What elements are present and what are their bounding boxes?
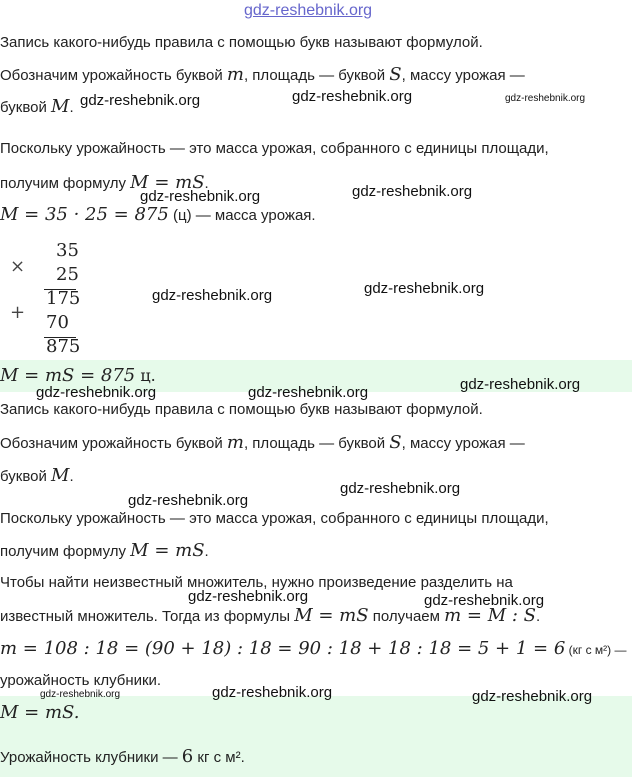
- paragraph-unknown-factor: Чтобы найти неизвестный множитель, нужно произведение разделить на: [0, 574, 513, 591]
- watermark: gdz-reshebnik.org: [188, 588, 309, 605]
- partial-product-1: 175: [46, 288, 81, 309]
- calculation-expression: M = 35 · 25 = 875: [0, 204, 169, 225]
- text-segment: кг с м².: [193, 749, 245, 766]
- text-segment: .: [204, 175, 209, 192]
- variable-M: M: [51, 96, 70, 117]
- paragraph-notation-2: [0, 432, 525, 453]
- text-segment: , площадь — буквой: [243, 67, 390, 84]
- variable-m: m: [226, 64, 244, 85]
- formula: M = mS: [130, 540, 205, 561]
- text-segment: .: [69, 468, 74, 485]
- answer-line-2: [0, 702, 79, 723]
- text-segment: получаем: [368, 608, 445, 625]
- text-segment: , массу урожая —: [401, 435, 525, 452]
- text-segment: буквой: [0, 99, 52, 116]
- text-segment: известный множитель. Тогда из формулы: [0, 608, 295, 625]
- multiplier: 25: [56, 264, 79, 285]
- text-segment: Обозначим урожайность буквой: [0, 435, 227, 452]
- paragraph-formula-2: [0, 540, 209, 561]
- watermark: gdz-reshebnik.org: [340, 480, 461, 497]
- multiply-sign: ×: [10, 256, 26, 277]
- variable-s: S: [389, 64, 402, 85]
- watermark: gdz-reshebnik.org: [40, 689, 121, 700]
- text-segment: Урожайность клубники —: [0, 749, 182, 766]
- text-segment: .: [69, 99, 74, 116]
- watermark: gdz-reshebnik.org: [472, 688, 593, 705]
- calculation-unit: (кг с м²) —: [565, 643, 627, 657]
- formula-derived: m = M : S: [444, 605, 536, 626]
- text-segment: получим формулу: [0, 543, 131, 560]
- watermark: gdz-reshebnik.org: [140, 188, 261, 205]
- formula: M = mS: [294, 605, 369, 626]
- paragraph-notation: [0, 64, 525, 85]
- watermark: gdz-reshebnik.org: [36, 384, 157, 401]
- variable-s: S: [389, 432, 402, 453]
- answer-line: [0, 365, 156, 386]
- calculation-expression: m = 108 : 18 = (90 + 18) : 18 = 90 : 18 + 18 : 18 = 5 + 1 = 6: [0, 638, 566, 659]
- variable-M: M: [51, 465, 70, 486]
- text-segment: .: [204, 543, 209, 560]
- paragraph-notation-cont: [0, 96, 74, 117]
- calculation-unit: (ц) — масса урожая.: [168, 207, 316, 224]
- paragraph-yield-definition: Поскольку урожайность — это масса урожая, собранного с единицы площади,: [0, 140, 549, 157]
- watermark: gdz-reshebnik.org: [248, 384, 369, 401]
- answer-unit: ц.: [135, 366, 156, 385]
- watermark: gdz-reshebnik.org: [212, 684, 333, 701]
- answer-expression: M = mS.: [0, 702, 80, 723]
- paragraph-yield-definition-2: Поскольку урожайность — это масса урожая, собранного с единицы площади,: [0, 510, 549, 527]
- watermark: gdz-reshebnik.org: [364, 280, 485, 297]
- watermark-top[interactable]: gdz-reshebnik.org: [244, 2, 373, 19]
- calculation-line-2: [0, 638, 627, 659]
- watermark: gdz-reshebnik.org: [128, 492, 249, 509]
- watermark: gdz-reshebnik.org: [505, 93, 586, 104]
- paragraph-notation-cont-2: [0, 465, 74, 486]
- text-segment: получим формулу: [0, 175, 131, 192]
- paragraph-formula-definition-2: Запись какого-нибудь правила с помощью букв называют формулой.: [0, 401, 483, 418]
- answer-expression: M = mS = 875: [0, 365, 136, 386]
- plus-sign: +: [10, 302, 26, 323]
- watermark: gdz-reshebnik.org: [424, 592, 545, 609]
- final-answer: [0, 746, 245, 767]
- final-number: 6: [181, 746, 194, 767]
- text-segment: , массу урожая —: [401, 67, 525, 84]
- watermark: gdz-reshebnik.org: [152, 287, 273, 304]
- text-segment: буквой: [0, 468, 52, 485]
- column-result: 875: [46, 336, 81, 357]
- calculation-line: [0, 204, 316, 225]
- paragraph-formula-definition: Запись какого-нибудь правила с помощью букв называют формулой.: [0, 34, 483, 51]
- multiplicand: 35: [56, 240, 79, 261]
- text-segment: , площадь — буквой: [243, 435, 390, 452]
- watermark: gdz-reshebnik.org: [292, 88, 413, 105]
- paragraph-yield-strawberry: урожайность клубники.: [0, 672, 162, 689]
- text-segment: .: [536, 608, 541, 625]
- watermark: gdz-reshebnik.org: [460, 376, 581, 393]
- watermark: gdz-reshebnik.org: [352, 183, 473, 200]
- formula: M = mS: [130, 172, 205, 193]
- partial-product-2: 70: [46, 312, 69, 333]
- variable-m: m: [226, 432, 244, 453]
- text-segment: Обозначим урожайность буквой: [0, 67, 227, 84]
- watermark: gdz-reshebnik.org: [80, 92, 201, 109]
